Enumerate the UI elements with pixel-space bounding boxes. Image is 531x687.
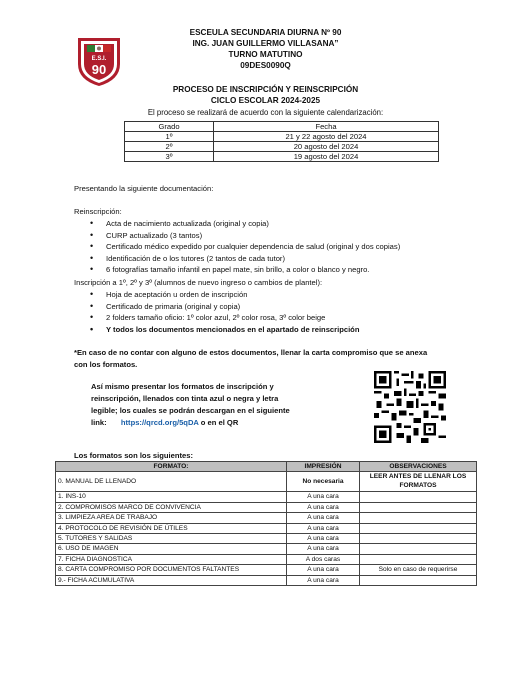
table-row xyxy=(56,544,477,554)
link-label: link: xyxy=(91,418,107,427)
format-name: 1. INS-10 xyxy=(56,492,287,502)
format-name: 3. LIMPIEZA AREA DE TRABAJO xyxy=(56,513,287,523)
format-printing: A una cara xyxy=(287,523,360,533)
school-shift: TURNO MATUTINO xyxy=(228,50,303,59)
format-printing: A una cara xyxy=(287,502,360,512)
logo-text: E.S.I. xyxy=(91,56,107,62)
reinscription-list xyxy=(90,218,400,276)
format-observation xyxy=(360,554,477,564)
schedule-header-grade: Grado xyxy=(125,122,214,132)
schedule-header-row xyxy=(125,122,439,132)
format-observation xyxy=(360,513,477,523)
note-line-1: *En caso de no contar con alguno de estos documentos, llenar la carta compromiso que se anexa xyxy=(74,348,428,357)
list-item: • 2 folders tamaño oficio: 1º color azul, 2º color rosa, 3º color beige xyxy=(90,312,359,324)
header-format: FORMATO: xyxy=(56,462,287,472)
table-row xyxy=(125,142,439,152)
formats-title: Los formatos son los siguientes: xyxy=(74,451,193,460)
format-printing: A una cara xyxy=(287,492,360,502)
format-name: 0. MANUAL DE LLENADO xyxy=(56,472,287,492)
process-title: PROCESO DE INSCRIPCIÓN Y REINSCRIPCIÓN xyxy=(172,85,359,94)
schedule-grade: 1º xyxy=(125,132,214,142)
header-observations: OBSERVACIONES xyxy=(360,462,477,472)
format-name: 7. FICHA DIAGNOSTICA xyxy=(56,554,287,564)
list-item-bold: • Y todos los documentos mencionados en el apartado de reinscripción xyxy=(90,324,359,336)
formats-note-line-4 xyxy=(91,417,238,428)
logo-number: 90 xyxy=(91,62,107,77)
formats-table xyxy=(55,461,477,586)
table-row xyxy=(56,472,477,492)
format-observation xyxy=(360,502,477,512)
format-printing: A una cara xyxy=(287,575,360,585)
list-item: • Hoja de aceptación u orden de inscripción xyxy=(90,289,359,301)
list-item: • Identificación de o los tutores (2 tantos de cada tutor) xyxy=(90,253,400,265)
format-name: 2. COMPROMISOS MARCO DE CONVIVENCIA xyxy=(56,502,287,512)
table-row xyxy=(125,132,439,142)
inscription-list xyxy=(90,289,359,335)
format-printing: A una cara xyxy=(287,565,360,575)
table-row xyxy=(56,565,477,575)
school-honoree: ING. JUAN GUILLERMO VILLASANA” xyxy=(192,39,339,48)
format-name: 5. TUTORES Y SALIDAS xyxy=(56,534,287,544)
format-observation: LEER ANTES DE LLENAR LOS FORMATOS xyxy=(360,472,477,492)
table-row xyxy=(56,513,477,523)
list-item: • CURP actualizado (3 tantos) xyxy=(90,230,400,242)
table-row xyxy=(56,575,477,585)
formats-note-line-1: Así mismo presentar los formatos de inscripción y xyxy=(91,382,274,391)
schedule-grade: 3º xyxy=(125,152,214,162)
format-printing: No necesaria xyxy=(287,472,360,492)
process-intro: El proceso se realizará de acuerdo con la siguiente calendarización: xyxy=(147,108,384,117)
schedule-date: 19 agosto del 2024 xyxy=(214,152,439,162)
format-observation: Solo en caso de requerirse xyxy=(360,565,477,575)
format-observation xyxy=(360,534,477,544)
qr-code-icon[interactable] xyxy=(374,371,446,443)
list-item: • Certificado médico expedido por cualquier dependencia de salud (original y dos copias) xyxy=(90,241,400,253)
format-observation xyxy=(360,575,477,585)
note-line-2: con los formatos. xyxy=(74,360,138,369)
table-row xyxy=(56,554,477,564)
formats-note-line-3: legible; los cuales se podrán descargan en el siguiente xyxy=(91,406,290,415)
format-name: 9.- FICHA ACUMULATIVA xyxy=(56,575,287,585)
reinscription-title: Reinscripción: xyxy=(74,207,122,216)
format-printing: A una cara xyxy=(287,544,360,554)
table-row xyxy=(56,492,477,502)
header-printing: IMPRESIÓN xyxy=(287,462,360,472)
schedule-date: 20 agosto del 2024 xyxy=(214,142,439,152)
schedule-grade: 2º xyxy=(125,142,214,152)
table-row xyxy=(125,152,439,162)
schedule-table xyxy=(124,121,439,162)
formats-header-row xyxy=(56,462,477,472)
format-name: 6. USO DE IMAGEN xyxy=(56,544,287,554)
list-item: • 6 fotografías tamaño infantil en papel mate, sin brillo, a color o blanco y negro. xyxy=(90,264,400,276)
format-observation xyxy=(360,544,477,554)
format-observation xyxy=(360,492,477,502)
docs-intro: Presentando la siguiente documentación: xyxy=(74,184,214,193)
formats-link[interactable]: https://qrcd.org/5qDA xyxy=(120,418,199,427)
format-name: 4. PROTOCOLO DE REVISIÓN DE ÚTILES xyxy=(56,523,287,533)
format-observation xyxy=(360,523,477,533)
school-code: 09DES0090Q xyxy=(240,61,291,70)
list-item: • Acta de nacimiento actualizada (original y copia) xyxy=(90,218,400,230)
schedule-date: 21 y 22 agosto del 2024 xyxy=(214,132,439,142)
format-name: 8. CARTA COMPROMISO POR DOCUMENTOS FALTANTES xyxy=(56,565,287,575)
table-row xyxy=(56,523,477,533)
schedule-header-date: Fecha xyxy=(214,122,439,132)
list-item: • Certificado de primaria (original y copia) xyxy=(90,301,359,313)
school-name: ESCEULA SECUNDARIA DIURNA Nº 90 xyxy=(189,28,342,37)
formats-note-line-2: reinscripción, llenados con tinta azul o negra y letra xyxy=(91,394,279,403)
inscription-title: Inscripción a 1º, 2º y 3º (alumnos de nuevo ingreso o cambios de plantel): xyxy=(74,278,323,287)
link-suffix: o en el QR xyxy=(200,418,239,427)
format-printing: A una cara xyxy=(287,513,360,523)
format-printing: A una cara xyxy=(287,534,360,544)
table-row xyxy=(56,502,477,512)
format-printing: A dos caras xyxy=(287,554,360,564)
table-row xyxy=(56,534,477,544)
process-cycle: CICLO ESCOLAR 2024-2025 xyxy=(210,96,321,105)
